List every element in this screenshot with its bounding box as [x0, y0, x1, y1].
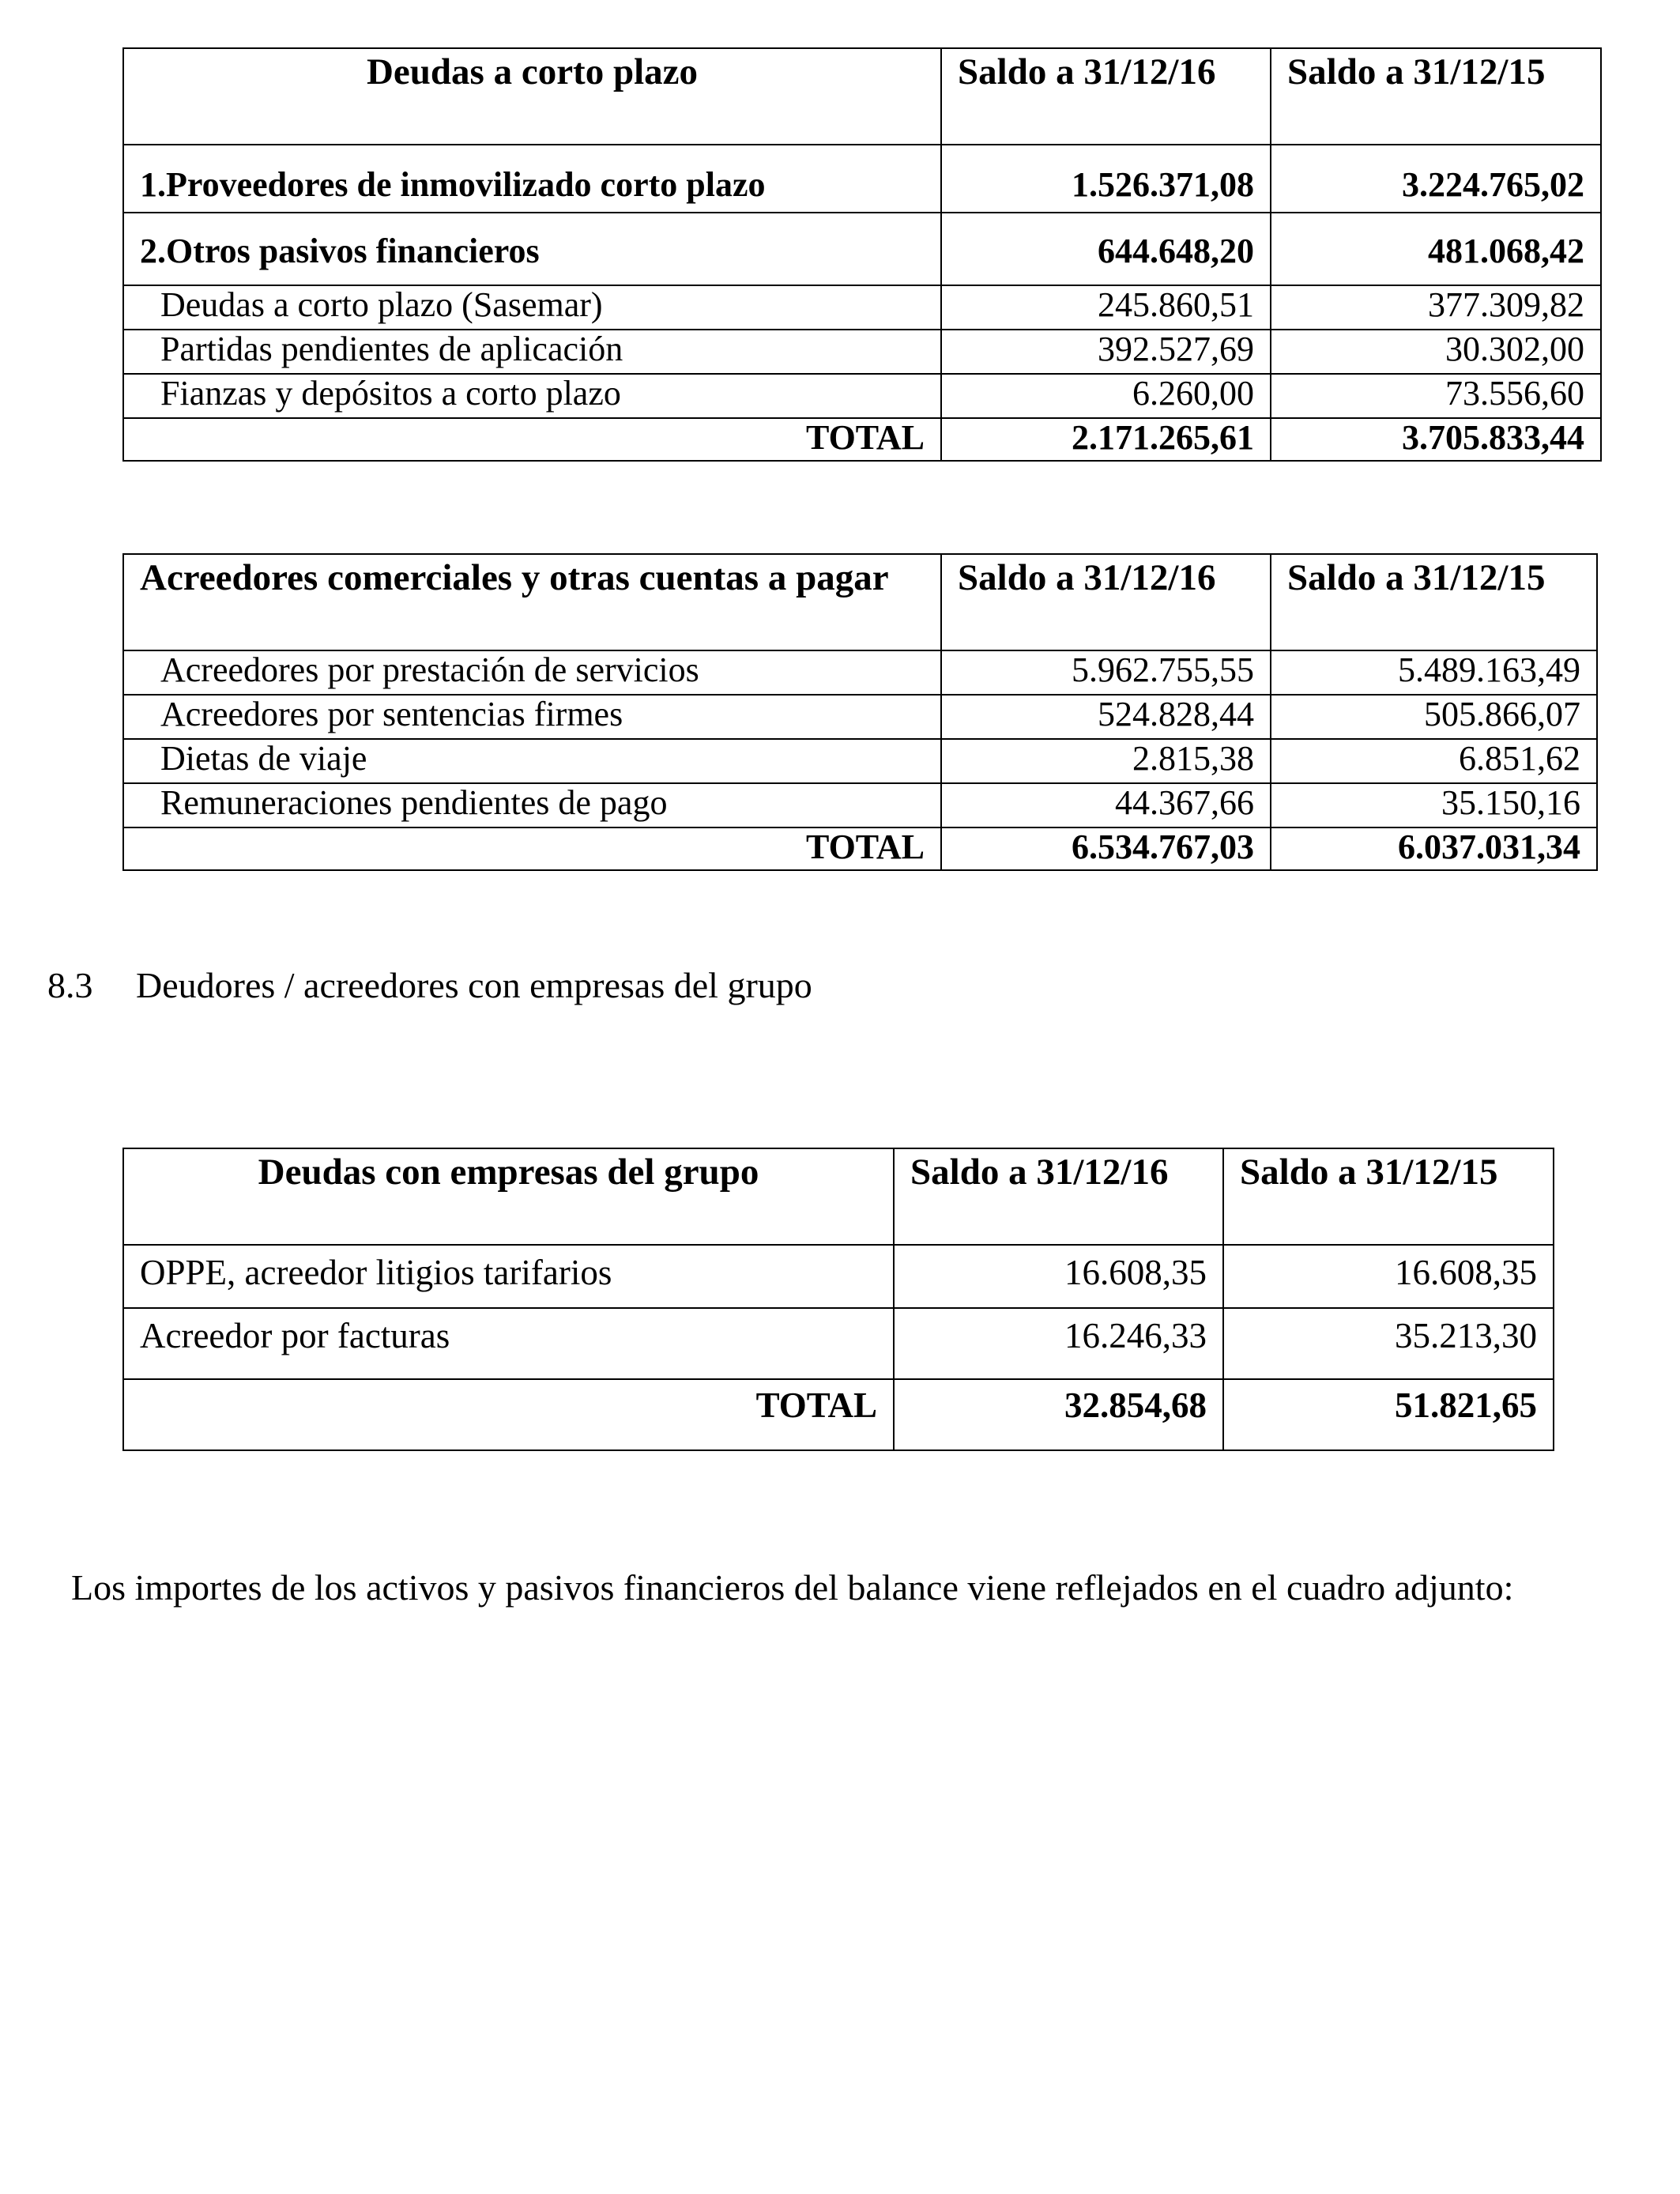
value-2015: 481.068,42	[1271, 213, 1601, 285]
value-2016: 1.526.371,08	[941, 145, 1271, 213]
total-2016: 2.171.265,61	[941, 418, 1271, 461]
section-heading	[47, 964, 812, 1006]
row-label: Fianzas y depósitos a corto plazo	[123, 374, 941, 418]
total-row	[123, 418, 1601, 461]
value-2015: 6.851,62	[1271, 739, 1597, 783]
total-label: TOTAL	[123, 418, 941, 461]
table-row	[123, 783, 1597, 827]
group-debts-table	[122, 1148, 1554, 1451]
column-header: Saldo a 31/12/16	[894, 1148, 1223, 1245]
table-row	[123, 1245, 1554, 1308]
table-row	[123, 213, 1601, 285]
table-row	[123, 374, 1601, 418]
table-row	[123, 1308, 1554, 1379]
table-header-row	[123, 554, 1597, 650]
column-header: Saldo a 31/12/15	[1271, 48, 1601, 145]
row-label: Dietas de viaje	[123, 739, 941, 783]
value-2016: 44.367,66	[941, 783, 1271, 827]
total-2016: 6.534.767,03	[941, 827, 1271, 870]
value-2016: 16.608,35	[894, 1245, 1223, 1308]
column-header: Saldo a 31/12/16	[941, 554, 1271, 650]
value-2016: 524.828,44	[941, 695, 1271, 739]
value-2016: 392.527,69	[941, 330, 1271, 374]
table-row	[123, 145, 1601, 213]
row-label: Acreedores por sentencias firmes	[123, 695, 941, 739]
value-2015: 377.309,82	[1271, 285, 1601, 330]
row-label: 1.Proveedores de inmovilizado corto plazo	[123, 145, 941, 213]
table-row	[123, 739, 1597, 783]
table-header-row	[123, 48, 1601, 145]
total-2015: 51.821,65	[1223, 1379, 1554, 1450]
value-2016: 6.260,00	[941, 374, 1271, 418]
value-2015: 3.224.765,02	[1271, 145, 1601, 213]
value-2016: 5.962.755,55	[941, 650, 1271, 695]
value-2015: 16.608,35	[1223, 1245, 1554, 1308]
row-label: Partidas pendientes de aplicación	[123, 330, 941, 374]
total-label: TOTAL	[123, 827, 941, 870]
total-2015: 3.705.833,44	[1271, 418, 1601, 461]
row-label: Acreedor por facturas	[123, 1308, 894, 1379]
row-label: Remuneraciones pendientes de pago	[123, 783, 941, 827]
trade-creditors-table	[122, 553, 1598, 871]
value-2016: 2.815,38	[941, 739, 1271, 783]
total-2016: 32.854,68	[894, 1379, 1223, 1450]
column-header: Acreedores comerciales y otras cuentas a pagar	[123, 554, 941, 650]
table-header-row	[123, 1148, 1554, 1245]
table-row	[123, 330, 1601, 374]
total-row	[123, 1379, 1554, 1450]
column-header: Saldo a 31/12/16	[941, 48, 1271, 145]
value-2015: 5.489.163,49	[1271, 650, 1597, 695]
value-2015: 30.302,00	[1271, 330, 1601, 374]
row-label: Deudas a corto plazo (Sasemar)	[123, 285, 941, 330]
short-term-debts-table	[122, 47, 1602, 462]
section-title: Deudores / acreedores con empresas del grupo	[136, 965, 812, 1005]
column-header: Saldo a 31/12/15	[1271, 554, 1597, 650]
value-2015: 505.866,07	[1271, 695, 1597, 739]
table-row	[123, 650, 1597, 695]
table-row	[123, 285, 1601, 330]
value-2016: 245.860,51	[941, 285, 1271, 330]
value-2016: 16.246,33	[894, 1308, 1223, 1379]
section-number: 8.3	[47, 965, 93, 1005]
column-header: Deudas con empresas del grupo	[123, 1148, 894, 1245]
body-paragraph: Los importes de los activos y pasivos financieros del balance viene reflejados en el cuadro adjunto:	[71, 1567, 1514, 1608]
row-label: 2.Otros pasivos financieros	[123, 213, 941, 285]
column-header: Deudas a corto plazo	[123, 48, 941, 145]
value-2016: 644.648,20	[941, 213, 1271, 285]
row-label: OPPE, acreedor litigios tarifarios	[123, 1245, 894, 1308]
total-row	[123, 827, 1597, 870]
column-header: Saldo a 31/12/15	[1223, 1148, 1554, 1245]
value-2015: 35.213,30	[1223, 1308, 1554, 1379]
total-2015: 6.037.031,34	[1271, 827, 1597, 870]
total-label: TOTAL	[123, 1379, 894, 1450]
row-label: Acreedores por prestación de servicios	[123, 650, 941, 695]
table-row	[123, 695, 1597, 739]
value-2015: 73.556,60	[1271, 374, 1601, 418]
value-2015: 35.150,16	[1271, 783, 1597, 827]
